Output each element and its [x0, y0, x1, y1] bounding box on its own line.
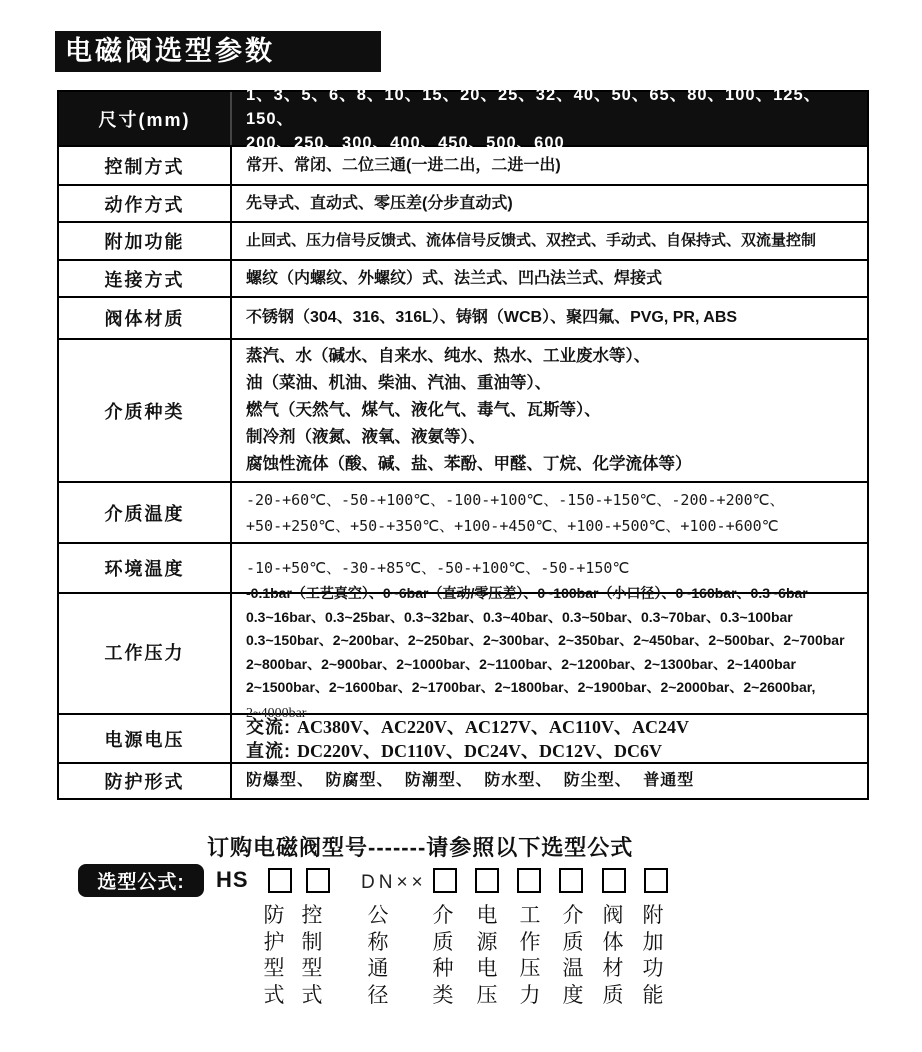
- content-line: 油（菜油、机油、柴油、汽油、重油等）、: [246, 374, 552, 392]
- table-row-protection-type: [59, 764, 867, 798]
- content-line: -0.1bar（工艺真空）、0~6bar（直动/零压差）、0~100bar（小口径）、0~160bar、0.3~6bar: [246, 585, 808, 601]
- content-line: 制冷剂（液氮、液氧、液氨等）、: [246, 428, 486, 446]
- code-box-media-temperature: [559, 868, 583, 893]
- table-row-size: [59, 85, 867, 152]
- content-line: 螺纹（内螺纹、外螺纹）式、法兰式、凹凸法兰式、焊接式: [246, 269, 663, 287]
- code-box-extra-function: [644, 868, 668, 893]
- content-line: 腐蚀性流体（酸、碱、盐、苯酚、甲醛、丁烷、化学流体等）: [246, 455, 692, 473]
- formula-field-label-body-material: 阀体材质: [602, 904, 624, 1007]
- content-line: 防爆型、 防腐型、 防潮型、 防水型、 防尘型、 普通型: [246, 772, 695, 789]
- row-label: 环境温度: [59, 544, 232, 592]
- row-label: 介质温度: [59, 483, 232, 542]
- row-content: [232, 483, 867, 542]
- content-line: 常开、常闭、二位三通(一进二出，二进一出): [246, 156, 561, 174]
- row-content: [232, 764, 867, 798]
- row-label: 动作方式: [59, 186, 232, 221]
- content-line: 止回式、压力信号反馈式、流体信号反馈式、双控式、手动式、自保持式、双流量控制: [246, 232, 817, 249]
- table-row-working-pressure: [59, 585, 867, 721]
- content-line-main: 2~1500bar、2~1600bar、2~1700bar、2~1800bar、2~1900bar、2~2000bar、2~2600bar,: [246, 679, 816, 695]
- row-content: [232, 585, 867, 721]
- content-line: -20-+60℃、-50-+100℃、-100-+100℃、-150-+150℃、-200-+200℃、: [246, 490, 785, 509]
- table-row-body-material: [59, 298, 867, 340]
- content-line: 1、3、5、6、8、10、15、20、25、32、40、50、65、80、100、125、150、: [246, 85, 822, 128]
- content-line-tail: 2~4000bar: [246, 705, 307, 721]
- content-line: 燃气（天然气、煤气、液化气、毒气、瓦斯等）、: [246, 401, 601, 419]
- ac-values: AC380V、AC220V、AC127V、AC110V、AC24V: [297, 716, 689, 737]
- row-label: 连接方式: [59, 261, 232, 296]
- formula-field-label-pressure: 工作压力: [519, 904, 541, 1007]
- content-line: 先导式、直动式、零压差(分步直动式): [246, 194, 513, 212]
- content-line: 0.3~150bar、2~200bar、2~250bar、2~300bar、2~350bar、2~450bar、2~500bar、2~700bar: [246, 632, 845, 648]
- row-content: [232, 147, 867, 184]
- content-line: -10-+50℃、-30-+85℃、-50-+100℃、-50-+150℃: [246, 559, 630, 577]
- dn-code: DN××: [361, 872, 427, 893]
- content-line: 200、250、300、400、450、500、600: [246, 133, 565, 152]
- formula-field-label-protection: 防护型式: [263, 904, 285, 1007]
- row-content: [232, 223, 867, 259]
- formula-field-label-extra-function: 附加功能: [642, 904, 664, 1007]
- content-line: 蒸汽、水（碱水、自来水、纯水、热水、工业废水等）、: [246, 347, 651, 365]
- dc-prefix: 直流:: [246, 740, 297, 761]
- row-content: [232, 186, 867, 221]
- row-label: 控制方式: [59, 147, 232, 184]
- dc-values: DC220V、DC110V、DC24V、DC12V、DC6V: [297, 740, 662, 761]
- row-label: 阀体材质: [59, 298, 232, 338]
- content-line: 0.3~16bar、0.3~25bar、0.3~32bar、0.3~40bar、0.3~50bar、0.3~70bar、0.3~100bar: [246, 608, 793, 625]
- row-label: 尺寸(mm): [59, 92, 232, 145]
- row-content: [232, 298, 867, 338]
- row-label: 电源电压: [59, 715, 232, 762]
- content-line: [246, 739, 859, 763]
- code-box-voltage: [475, 868, 499, 893]
- code-box-control: [306, 868, 330, 893]
- row-content: [232, 715, 867, 762]
- spec-table: [57, 85, 869, 800]
- row-label: 介质种类: [59, 340, 232, 481]
- content-line: 不锈钢（304、316、316L）、铸钢（WCB）、聚四氟、PVG, PR, ABS: [246, 309, 738, 326]
- page-title: 电磁阀选型参数: [55, 31, 381, 72]
- code-box-protection: [268, 868, 292, 893]
- selection-formula-badge: 选型公式:: [78, 864, 204, 897]
- code-box-media-type: [433, 868, 457, 893]
- code-box-body-material: [602, 868, 626, 893]
- row-content: [232, 261, 867, 296]
- table-row-media-type: [59, 340, 867, 483]
- table-row-supply-voltage: [59, 715, 867, 764]
- order-note: 订购电磁阀型号-------请参照以下选型公式: [207, 835, 634, 860]
- formula-field-label-media-type: 介质种类: [432, 904, 454, 1007]
- formula-field-label-diameter: 公称通径: [367, 904, 389, 1007]
- content-line: +50-+250℃、+50-+350℃、+100-+450℃、+100-+500℃、+100-+600℃: [246, 516, 779, 535]
- formula-field-label-voltage: 电源电压: [476, 904, 498, 1007]
- row-label: 附加功能: [59, 223, 232, 259]
- row-content: [232, 85, 867, 152]
- table-row-media-temperature: [59, 483, 867, 544]
- model-prefix: HS: [216, 867, 249, 892]
- content-line: 2~800bar、2~900bar、2~1000bar、2~1100bar、2~1200bar、2~1300bar、2~1400bar: [246, 655, 796, 672]
- table-row-connection: [59, 261, 867, 298]
- row-content: [232, 340, 867, 481]
- row-label: 防护形式: [59, 764, 232, 798]
- formula-field-label-control: 控制型式: [301, 904, 323, 1007]
- ac-prefix: 交流:: [246, 716, 297, 737]
- table-row-action: [59, 186, 867, 223]
- row-label: 工作压力: [59, 594, 232, 713]
- content-line: [246, 715, 859, 739]
- formula-field-label-media-temperature: 介质温度: [562, 904, 584, 1007]
- table-row-control: [59, 147, 867, 186]
- table-row-extra-function: [59, 223, 867, 261]
- code-box-pressure: [517, 868, 541, 893]
